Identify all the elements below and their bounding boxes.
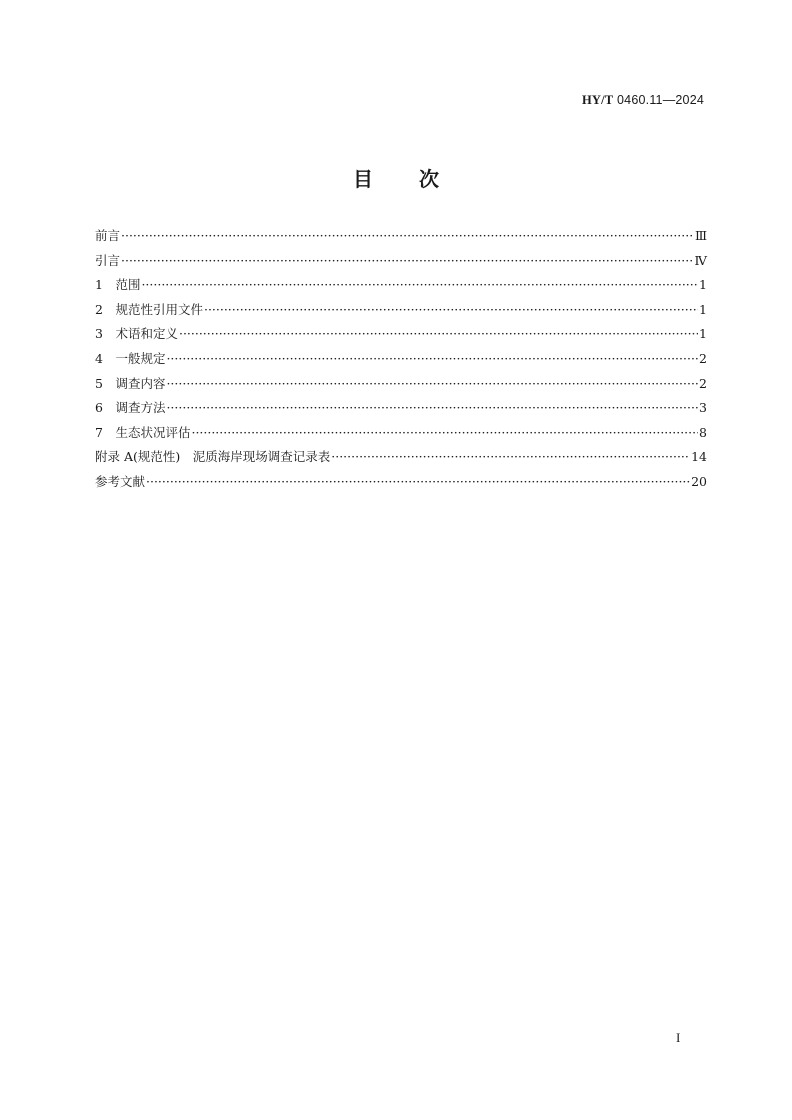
toc-entry-scope[interactable] <box>95 275 707 300</box>
standard-code-prefix: HY/T <box>581 93 614 107</box>
toc-entry-survey-content[interactable] <box>95 374 707 399</box>
toc-entry-label: 3 术语和定义 <box>95 326 178 342</box>
page-title <box>0 163 792 192</box>
toc-entry-appendix-a[interactable] <box>95 447 707 472</box>
toc-entry-label: 4 一般规定 <box>95 350 166 366</box>
toc-entry-page: 2 <box>699 350 707 366</box>
dot-leader <box>166 400 698 415</box>
toc-entry-label: 6 调查方法 <box>95 400 166 416</box>
page-number: I <box>676 1030 681 1045</box>
dot-leader <box>121 228 694 243</box>
dot-leader <box>146 474 690 489</box>
toc-entry-page: 20 <box>691 473 707 489</box>
standard-code <box>582 93 704 108</box>
toc-entry-label: 参考文献 <box>95 473 146 489</box>
toc-entry-ecological-assessment[interactable] <box>95 423 707 448</box>
toc-entry-label: 引言 <box>95 252 121 268</box>
toc-entry-page: Ⅲ <box>694 228 707 243</box>
toc-entry-page: 8 <box>699 424 707 440</box>
toc-entry-label: 附录 A(规范性) 泥质海岸现场调查记录表 <box>95 449 331 465</box>
dot-leader <box>204 302 698 317</box>
toc-entry-label: 2 规范性引用文件 <box>95 301 203 317</box>
table-of-contents <box>95 226 707 497</box>
toc-entry-page: 1 <box>699 277 707 293</box>
toc-entry-label: 5 调查内容 <box>95 375 166 391</box>
dot-leader <box>166 376 698 391</box>
toc-entry-page: 1 <box>699 326 707 342</box>
dot-leader <box>121 253 693 268</box>
toc-entry-label: 前言 <box>95 228 121 243</box>
toc-entry-general-provisions[interactable] <box>95 349 707 374</box>
toc-entry-page: Ⅳ <box>694 252 707 268</box>
toc-entry-label: 1 范围 <box>95 277 141 293</box>
dot-leader <box>166 351 698 366</box>
toc-entry-page: 1 <box>699 301 707 317</box>
toc-entry-page: 2 <box>699 375 707 391</box>
toc-entry-survey-methods[interactable] <box>95 398 707 423</box>
toc-entry-introduction[interactable] <box>95 251 707 276</box>
toc-entry-foreword[interactable] <box>95 226 707 251</box>
dot-leader <box>331 449 690 464</box>
dot-leader <box>141 277 698 292</box>
page-title-char-1: 目 <box>353 167 373 191</box>
page-title-char-2: 次 <box>419 167 439 191</box>
toc-entry-page: 3 <box>699 400 707 416</box>
dot-leader <box>179 326 698 341</box>
dot-leader <box>191 425 698 440</box>
toc-entry-normative-references[interactable] <box>95 300 707 325</box>
standard-code-number: 0460.11—2024 <box>613 93 704 107</box>
toc-entry-page: 14 <box>691 449 707 465</box>
toc-entry-label: 7 生态状况评估 <box>95 424 191 440</box>
toc-entry-terms[interactable] <box>95 324 707 349</box>
toc-entry-bibliography[interactable] <box>95 472 707 497</box>
